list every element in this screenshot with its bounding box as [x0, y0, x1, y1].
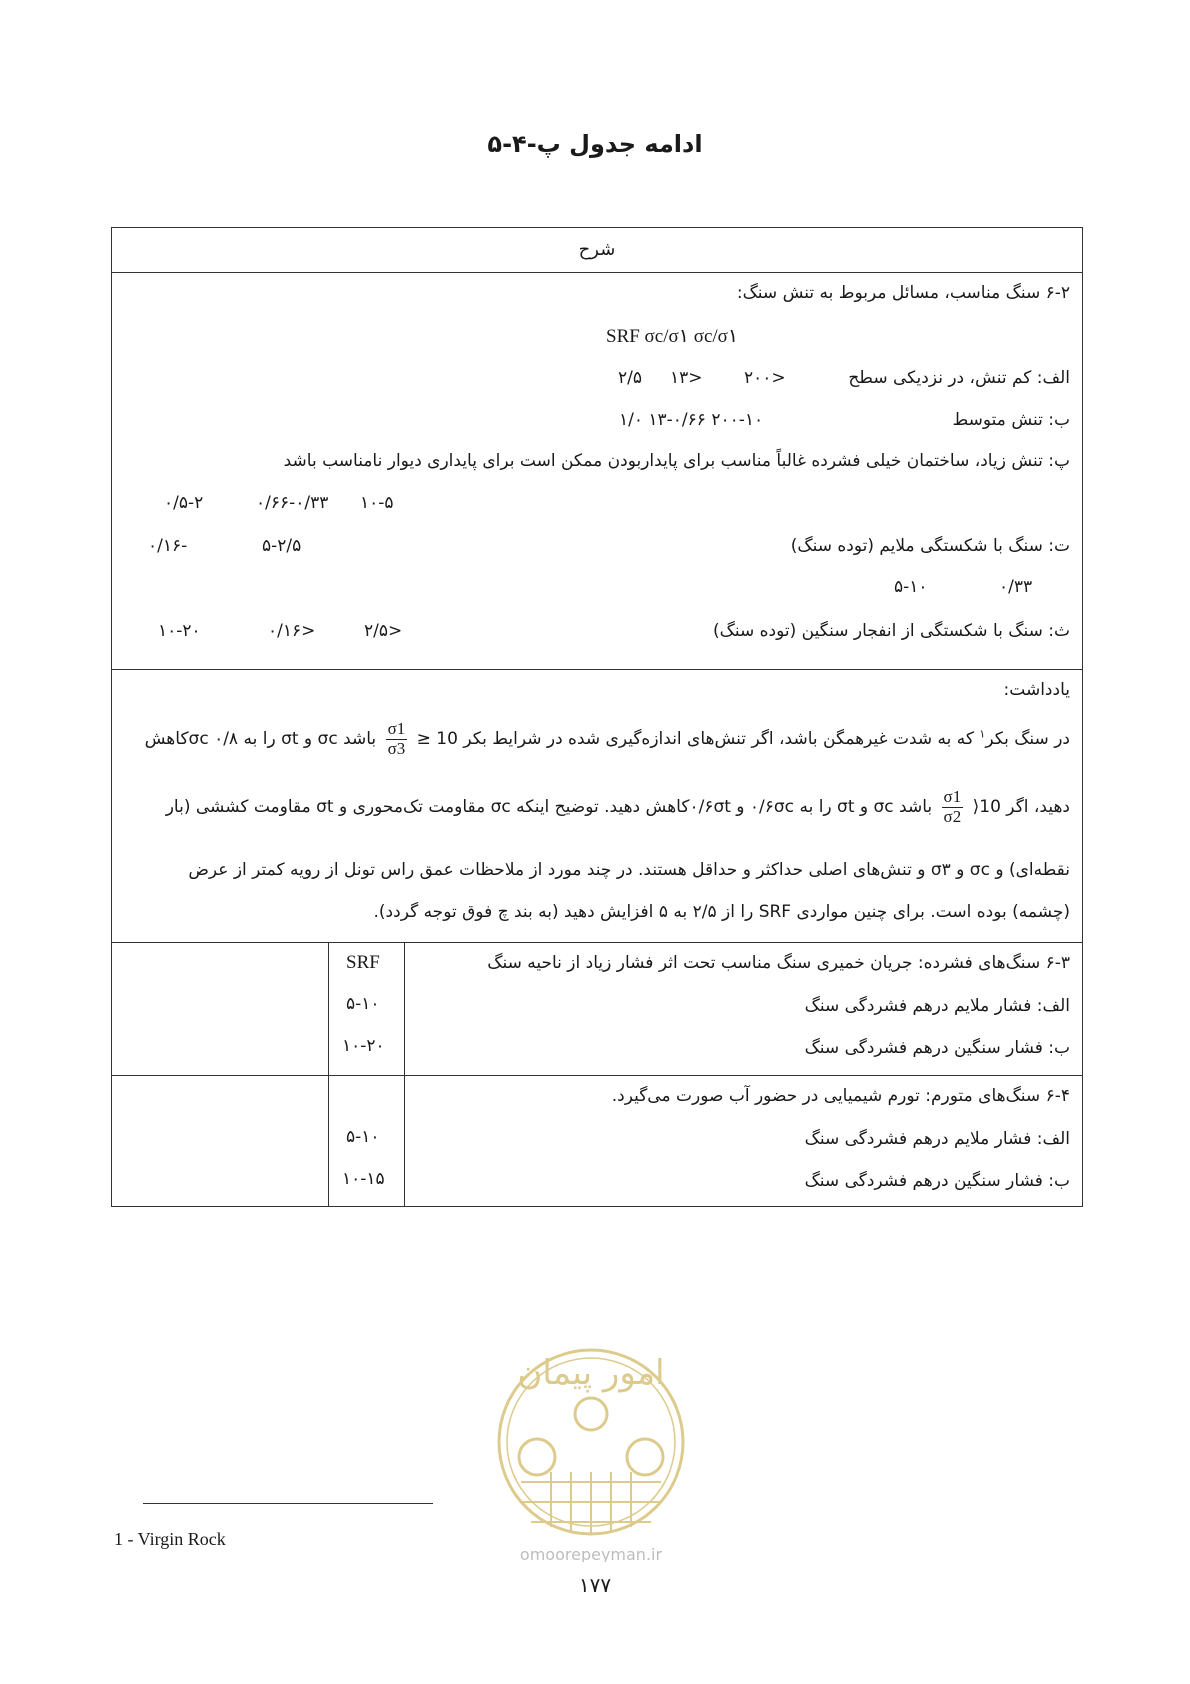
sigma1-num-2: σ1 — [943, 787, 962, 806]
row-pe-v1: ۱۰-۵ — [360, 493, 394, 513]
section-6-4-be: ب: فشار سنگین درهم فشردگی سنگ — [804, 1171, 1070, 1191]
section-6-3-be: ب: فشار سنگین درهم فشردگی سنگ — [804, 1038, 1070, 1058]
row-alef-v2: <۱۳ — [670, 368, 703, 388]
note-section — [112, 670, 1082, 943]
watermark-logo — [491, 1322, 691, 1562]
row-pe-v3: ۰/۵-۲ — [164, 493, 204, 513]
divider-right — [404, 943, 405, 1075]
divider-right-2 — [404, 1076, 405, 1206]
divider-left — [328, 943, 329, 1075]
note-line-3: نقطه‌ای) و σc و σ۳ و تنش‌های اصلی حداکثر و حداقل هستند. در چند مورد از ملاحظات عمق راس تونل از رویه کمتر از عرض — [188, 860, 1070, 880]
footnote-ref: ۱ — [979, 727, 986, 741]
row-se-v3: ۱۰-۲۰ — [158, 621, 201, 641]
divider-left-2 — [328, 1076, 329, 1206]
column-labels: SRF σc/σ۱ σc/σ۱ — [606, 326, 739, 347]
watermark-url: omoorepeyman.ir — [519, 1545, 663, 1562]
section-6-4-heading: ۶-۴ سنگ‌های متورم: تورم شیمیایی در حضور آب صورت می‌گیرد. — [611, 1086, 1070, 1106]
row-pe-label: پ: تنش زیاد، ساختمان خیلی فشرده غالباً مناسب برای پایداربودن ممکن است برای پایداری دیوار نامناسب باشد — [283, 451, 1070, 471]
row-se-label: ث: سنگ با شکستگی از انفجار سنگین (توده سنگ) — [713, 621, 1070, 641]
row-se-v1: <۲/۵ — [364, 621, 403, 641]
section-6-4-v2: ۱۰-۱۵ — [342, 1169, 385, 1189]
footnote: 1 - Virgin Rock — [114, 1529, 226, 1549]
row-be-values: ۲۰۰-۱۰ ۱۳-۰/۶۶ ۱/۰ — [619, 410, 764, 430]
section-6-3-v2: ۱۰-۲۰ — [342, 1036, 385, 1056]
sigma3-den: σ3 — [387, 738, 406, 758]
table-header: شرح — [112, 228, 1082, 273]
row-te-v1: ۵-۲/۵ — [262, 536, 302, 556]
note-line-1c: باشد σc و σt را به σc ۰/۸کاهش — [144, 729, 377, 750]
section-6-2-heading: ۶-۲ سنگ مناسب، مسائل مربوط به تنش سنگ: — [736, 283, 1070, 303]
row-se-v2: <۰/۱۶ — [268, 621, 316, 641]
description-table — [111, 227, 1083, 1207]
section-6-4-alef: الف: فشار ملایم درهم فشردگی سنگ — [804, 1129, 1070, 1149]
row-te-v3: ۵-۱۰ — [894, 577, 928, 597]
srf-label: SRF — [346, 952, 380, 973]
section-6-3-heading: ۶-۳ سنگ‌های فشرده: جریان خمیری سنگ مناسب تحت اثر فشار زیاد از ناحیه سنگ — [487, 953, 1070, 973]
note-heading: یادداشت: — [1003, 680, 1070, 700]
row-te-label: ت: سنگ با شکستگی ملایم (توده سنگ) — [790, 536, 1070, 556]
note-line-1b: که به شدت غیرهمگن باشد، اگر تنش‌های اندازه‌گیری شده در شرایط بکر 10 ≤ — [416, 729, 980, 750]
row-te-v2: -۰/۱۶ — [148, 536, 188, 556]
section-6-3 — [112, 943, 1082, 1076]
note-line-2 — [120, 788, 1070, 826]
note-line-1 — [120, 720, 1070, 758]
section-6-2 — [112, 273, 1082, 670]
row-alef-v3: ۲/۵ — [618, 368, 642, 388]
row-alef-v1: <۲۰۰ — [744, 368, 786, 388]
note-line-2b: باشد σc و σt را به ۰/۶σc و ۰/۶σtکاهش دهید. توضیح اینکه σc مقاومت تک‌محوری و σt مقاومت کششی (بار — [165, 797, 933, 818]
page-number: ۱۷۷ — [578, 1573, 612, 1597]
section-6-4 — [112, 1076, 1082, 1206]
footnote-separator — [143, 1503, 433, 1504]
row-be-label: ب: تنش متوسط — [952, 410, 1070, 430]
section-6-4-v1: ۵-۱۰ — [346, 1127, 380, 1147]
fraction-s1-s3 — [386, 720, 408, 758]
note-line-1a: در سنگ بکر — [985, 729, 1070, 750]
logo-text: امور پیمان — [517, 1353, 665, 1393]
section-6-3-v1: ۵-۱۰ — [346, 994, 380, 1014]
sigma2-den: σ2 — [943, 806, 962, 826]
sigma1-num: σ1 — [387, 719, 406, 738]
section-6-3-alef: الف: فشار ملایم درهم فشردگی سنگ — [804, 996, 1070, 1016]
note-line-2a: دهید، اگر 10⟨ — [972, 797, 1070, 818]
note-line-4: (چشمه) بوده است. برای چنین مواردی SRF را از ۲/۵ به ۵ افزایش دهید (به بند چ فوق توجه گردد). — [373, 902, 1070, 922]
row-alef-label: الف: کم تنش، در نزدیکی سطح — [848, 368, 1070, 388]
page-title: ادامه جدول پ-۴-۵ — [487, 130, 703, 158]
row-te-v4: ۰/۳۳ — [999, 577, 1033, 597]
fraction-s1-s2 — [942, 788, 964, 826]
row-pe-v2: ۰/۶۶-۰/۳۳ — [256, 493, 329, 513]
